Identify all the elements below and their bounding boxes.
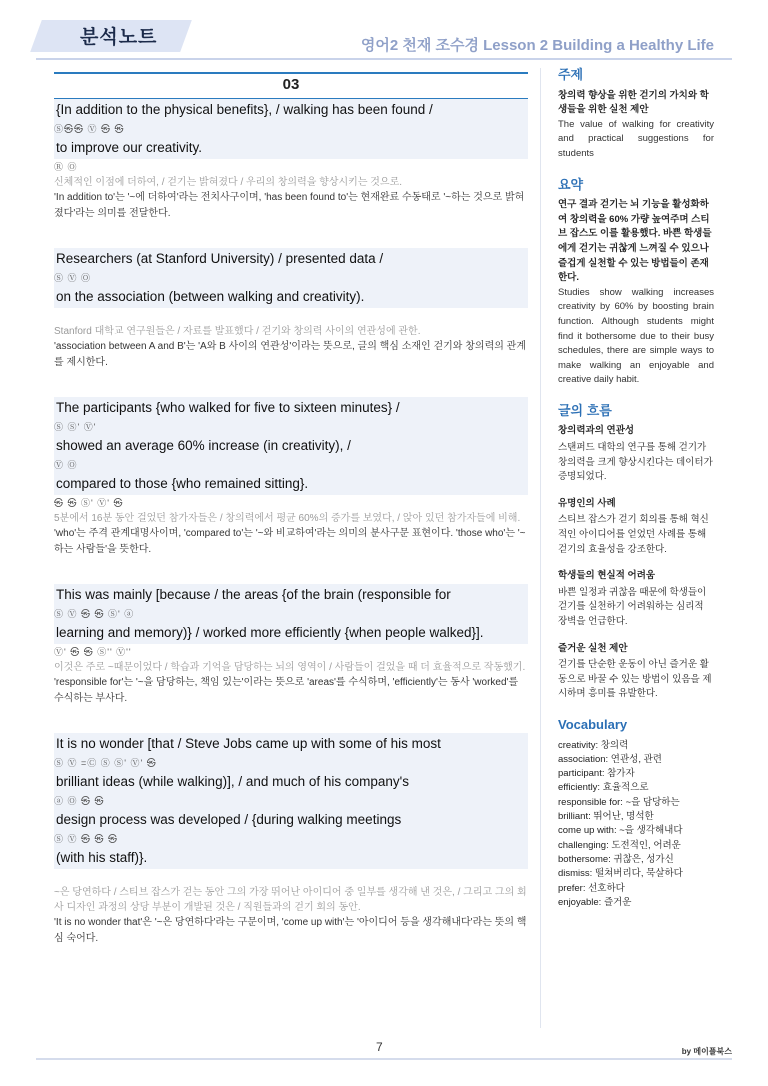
topic-english: The value of walking for creativity and practical suggestions for students [558,118,714,159]
summary-korean: 연구 결과 걷기는 뇌 기능을 활성화하여 창의력을 60% 가량 높여주며 스티브 잡스도 이를 활용했다. 바쁜 학생들에게 걷기는 귀찮게 느껴질 수 있으나 즐겁게 실천할 수 있는 방법들이 존재한다. [558,199,712,284]
grammar-marks: Ⓢ Ⓥ ㉿ ㉿ ㉿ [54,831,528,847]
main-content [54,70,528,947]
english-line: learning and memory)} / worked more efficiently {when people walked}]. [54,622,528,644]
page-number: 7 [376,1040,383,1054]
grammar-marks [54,869,528,885]
english-line: compared to those {who remained sitting}. [54,473,528,495]
vocab-item: participant: 참가자 [558,768,635,780]
sentence-block-4 [54,584,528,707]
vocab-item: brilliant: 뛰어난, 명석한 [558,811,654,823]
publisher-credit: by 메이플북스 [681,1047,732,1056]
vocab-item: enjoyable: 즐거운 [558,896,632,908]
section-number: 03 [54,72,528,99]
english-line: showed an average 60% increase (in creativity), / [54,435,528,457]
english-line: {In addition to the physical benefits}, / walking has been found / [54,99,528,121]
english-line: on the association (between walking and creativity). [54,286,528,308]
flow-item-desc: 바쁜 일정과 귀찮음 때문에 학생들이 걷기를 실천하기 어려워하는 심리적 장벽을 언급한다. [558,586,707,627]
grammar-marks: ㉿ ㉿ Ⓢ' Ⓥ' ㉿ [54,498,124,508]
sidebar-divider [540,68,541,1028]
vocab-item: challenging: 도전적인, 어려운 [558,839,681,851]
topic-korean: 창의력 향상을 위한 걷기의 가치와 학생들을 위한 실천 제안 [558,89,709,116]
topic-heading: 주제 [558,67,584,82]
header-title: 영어2 천재 조수경 Lesson 2 Building a Healthy Life [360,37,714,54]
grammar-marks: Ⓥ Ⓞ [54,457,528,473]
grammar-marks [54,308,528,324]
grammar-marks: ⓐ Ⓞ ㉿ ㉿ [54,793,528,809]
grammar-marks: Ⓢ Ⓢ' Ⓥ' [54,419,528,435]
grammar-note: 'In addition to'는 '~에 더하여'라는 전치사구이며, 'has been found to'는 현재완료 수동태로 '~하는 것으로 밝혀졌다'라는 의미를 전달한다. [54,192,525,219]
topic-section [558,68,714,162]
vocab-item: bothersome: 귀찮은, 성가신 [558,853,674,865]
flow-item-desc: 스티브 잡스가 걷기 회의를 통해 혁신적인 아이디어를 얻었던 사례를 통해 걷기의 효율성을 강조한다. [558,514,709,555]
flow-item [558,569,714,629]
grammar-note: 'It is no wonder that'은 '~은 당연하다'라는 구문이며, 'come up with'는 '아이디어 등을 생각해내다'라는 뜻의 핵심 숙어다. [54,917,527,944]
sentence-block-2 [54,248,528,371]
english-line: This was mainly [because / the areas {of the brain (responsible for [54,584,528,606]
sentence-block-1 [54,99,528,222]
footer-divider [36,1058,732,1060]
korean-translation: Stanford 대학교 연구원들은 / 자료를 발표했다 / 걷기와 창의력 사이의 연관성에 관한. [54,326,421,337]
flow-item-title: 학생들의 현실적 어려움 [558,570,656,582]
english-line: brilliant ideas (while walking)], / and much of his company's [54,771,528,793]
vocab-item: come up with: ~을 생각해내다 [558,825,683,837]
english-line: The participants {who walked for five to sixteen minutes} / [54,397,528,419]
korean-translation: ~은 당연하다 / 스티브 잡스가 걷는 동안 그의 가장 뛰어난 아이디어 중 일부를 생각해 낸 것은, / 그리고 그의 회사 디자인 과정의 상당 부분이 개발된 것은 / 직원들과의 걷기 회의 동안. [54,887,527,913]
summary-english: Studies show walking increases creativity by 60% by boosting brain function. Although students might find it bothersome due to their busy schedules, there are simple ways to make walking an enjoyable and creative daily habit. [558,286,714,386]
flow-item-title: 창의력과의 연관성 [558,425,635,437]
grammar-marks: Ⓢ Ⓥ ㉿ ㉿ Ⓢ' ⓐ [54,606,528,622]
english-line: It is no wonder [that / Steve Jobs came up with some of his most [54,733,528,755]
grammar-note: 'responsible for'는 '~을 담당하는, 책임 있는'이라는 뜻으로 'areas'를 수식하며, 'efficiently'는 동사 'worked'를 수식하는 부사다. [54,677,519,704]
vocabulary-heading: Vocabulary [558,716,628,732]
header-badge: 분석노트 [80,27,158,48]
summary-section [558,178,714,388]
flow-item-title: 즐거운 실천 제안 [558,642,628,654]
vocab-item: creativity: 창의력 [558,739,629,751]
korean-translation: 이것은 주로 ~때문이었다 / 학습과 기억을 담당하는 뇌의 영역이 / 사람들이 걸었을 때 더 효율적으로 작동했기. [54,662,526,673]
flow-heading: 글의 흐름 [558,402,612,418]
header-divider [36,58,732,60]
grammar-marks: Ⓥ' ㉿ ㉿ Ⓢ'' Ⓥ'' [54,647,132,657]
grammar-marks: Ⓢ Ⓥ Ⓞ [54,270,528,286]
sentence-block-3 [54,397,528,558]
korean-translation: 신체적인 이점에 더하여, / 걷기는 밝혀졌다 / 우리의 창의력을 향상시키는 것으로. [54,177,403,188]
vocab-item: prefer: 선호하다 [558,882,625,894]
vocab-item: efficiently: 효율적으로 [558,782,649,794]
grammar-note: 'who'는 주격 관계대명사이며, 'compared to'는 '~와 비교하여'라는 의미의 분사구문 표현이다. 'those who'는 '~하는 사람들'을 뜻한다. [54,528,526,555]
grammar-note: 'association between A and B'는 'A와 B 사이의 연관성'이라는 뜻으로, 글의 핵심 소재인 걷기와 창의력의 관계를 제시한다. [54,341,526,368]
english-line: Researchers (at Stanford University) / presented data / [54,248,528,270]
flow-item-desc: 스탠퍼드 대학의 연구를 통해 걷기가 창의력을 크게 향상시킨다는 데이터가 증명되었다. [558,442,713,483]
grammar-marks: Ⓢ Ⓥ =Ⓒ Ⓢ Ⓢ' Ⓥ' ㉿ [54,755,528,771]
flow-item-title: 유명인의 사례 [558,497,616,509]
english-line: to improve our creativity. [54,137,528,159]
english-line: (with his staff)}. [54,847,528,869]
flow-item-desc: 걷기를 단순한 운동이 아닌 즐거운 활동으로 바꿀 수 있는 방법이 있음을 제시하며 흥미를 유발한다. [558,659,712,700]
korean-translation: 5분에서 16분 동안 걸었던 참가자들은 / 창의력에서 평균 60%의 증가를 보였다, / 앉아 있던 참가자들에 비해. [54,513,521,524]
flow-item [558,642,714,702]
vocab-item: dismiss: 떨쳐버리다, 묵살하다 [558,868,683,880]
vocab-item: responsible for: ~을 담당하는 [558,796,680,808]
english-line: design process was developed / {during walking meetings [54,809,528,831]
grammar-marks: Ⓡ Ⓞ [54,162,78,172]
sentence-block-5 [54,733,528,947]
flow-section [558,404,714,702]
summary-heading: 요약 [558,176,584,192]
grammar-marks: Ⓢ㉿㉿ Ⓥ ㉿ ㉿ [54,121,528,137]
flow-item [558,424,714,484]
vocabulary-section [558,718,714,910]
vocab-item: association: 연관성, 관련 [558,753,662,765]
sidebar [558,68,714,926]
flow-item [558,497,714,557]
